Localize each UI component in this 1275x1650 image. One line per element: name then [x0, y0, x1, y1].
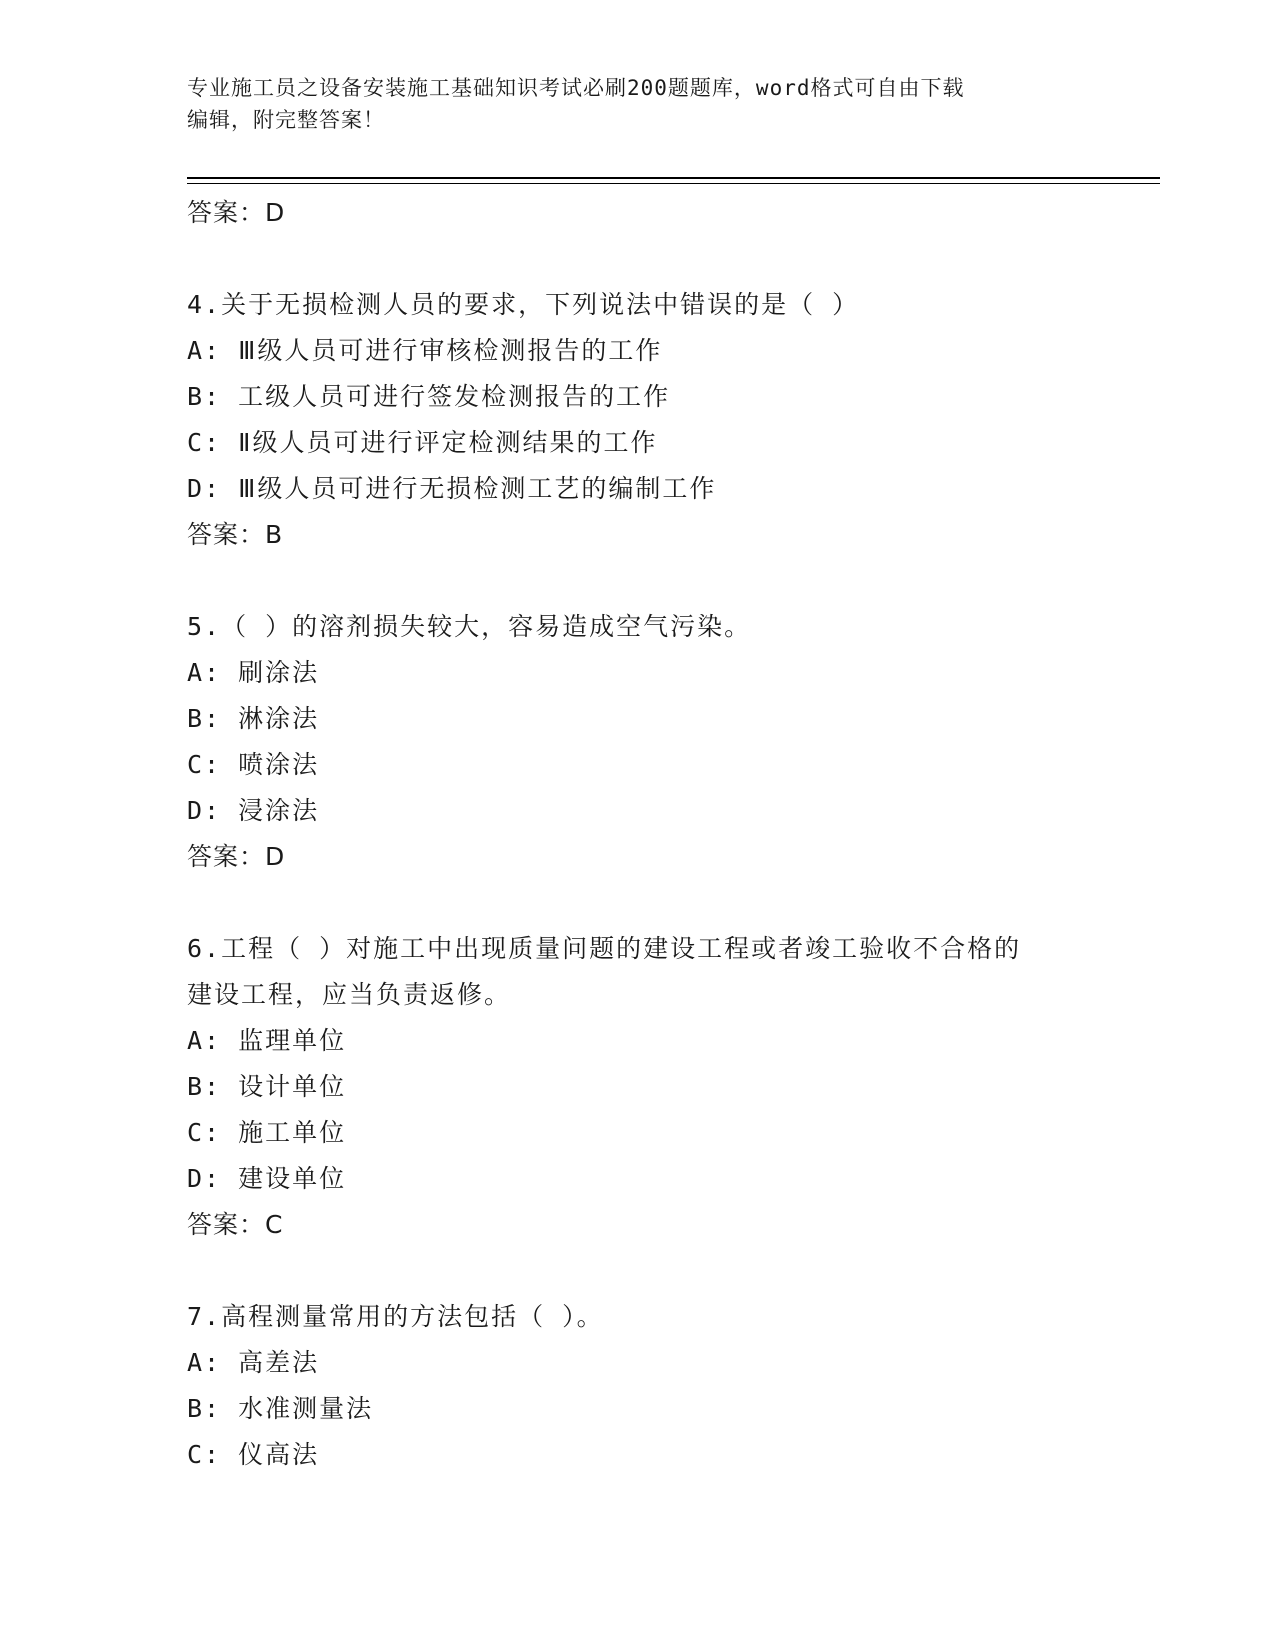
- option-c: C: 喷涂法: [187, 750, 320, 779]
- spacer: [187, 558, 1087, 604]
- option-b: B: 工级人员可进行签发检测报告的工作: [187, 382, 671, 411]
- answer-line: 答案：B: [187, 520, 284, 549]
- header-line-1: 专业施工员之设备安装施工基础知识考试必刷200题题库，word格式可自由下载: [187, 76, 965, 100]
- question-stem: 4.关于无损检测人员的要求，下列说法中错误的是（ ）: [187, 290, 860, 319]
- spacer: [187, 880, 1087, 926]
- question-stem-line-2: 建设工程，应当负责返修。: [187, 980, 512, 1009]
- answer-line: 答案：D: [187, 842, 286, 871]
- option-a: A: 刷涂法: [187, 658, 320, 687]
- header-line-2: 编辑，附完整答案！: [187, 108, 385, 132]
- question-5: [187, 604, 1087, 880]
- option-c: C: 仪高法: [187, 1440, 320, 1469]
- option-b: B: 设计单位: [187, 1072, 347, 1101]
- question-stem-line-1: 6.工程（ ）对施工中出现质量问题的建设工程或者竣工验收不合格的: [187, 934, 1022, 963]
- spacer: [187, 1248, 1087, 1294]
- question-stem: 7.高程测量常用的方法包括（ ）。: [187, 1302, 604, 1331]
- option-d: D: 建设单位: [187, 1164, 347, 1193]
- question-list: [187, 190, 1087, 1478]
- option-d: D: Ⅲ级人员可进行无损检测工艺的编制工作: [187, 474, 717, 503]
- answer-line: 答案：C: [187, 1210, 284, 1239]
- option-a: A: 监理单位: [187, 1026, 347, 1055]
- option-c: C: 施工单位: [187, 1118, 347, 1147]
- option-b: B: 淋涂法: [187, 704, 320, 733]
- header-rule-thick: [187, 177, 1160, 179]
- option-b: B: 水准测量法: [187, 1394, 374, 1423]
- option-a: A: Ⅲ级人员可进行审核检测报告的工作: [187, 336, 663, 365]
- option-c: C: Ⅱ级人员可进行评定检测结果的工作: [187, 428, 658, 457]
- question-4: [187, 282, 1087, 558]
- option-d: D: 浸涂法: [187, 796, 320, 825]
- document-header: [187, 72, 1067, 136]
- spacer: [187, 236, 1087, 282]
- option-a: A: 高差法: [187, 1348, 320, 1377]
- answer-line: 答案：D: [187, 198, 286, 227]
- question-stem: 5.（ ）的溶剂损失较大，容易造成空气污染。: [187, 612, 752, 641]
- header-rule-thin: [187, 183, 1160, 184]
- question-6: [187, 926, 1087, 1248]
- question-7: [187, 1294, 1087, 1478]
